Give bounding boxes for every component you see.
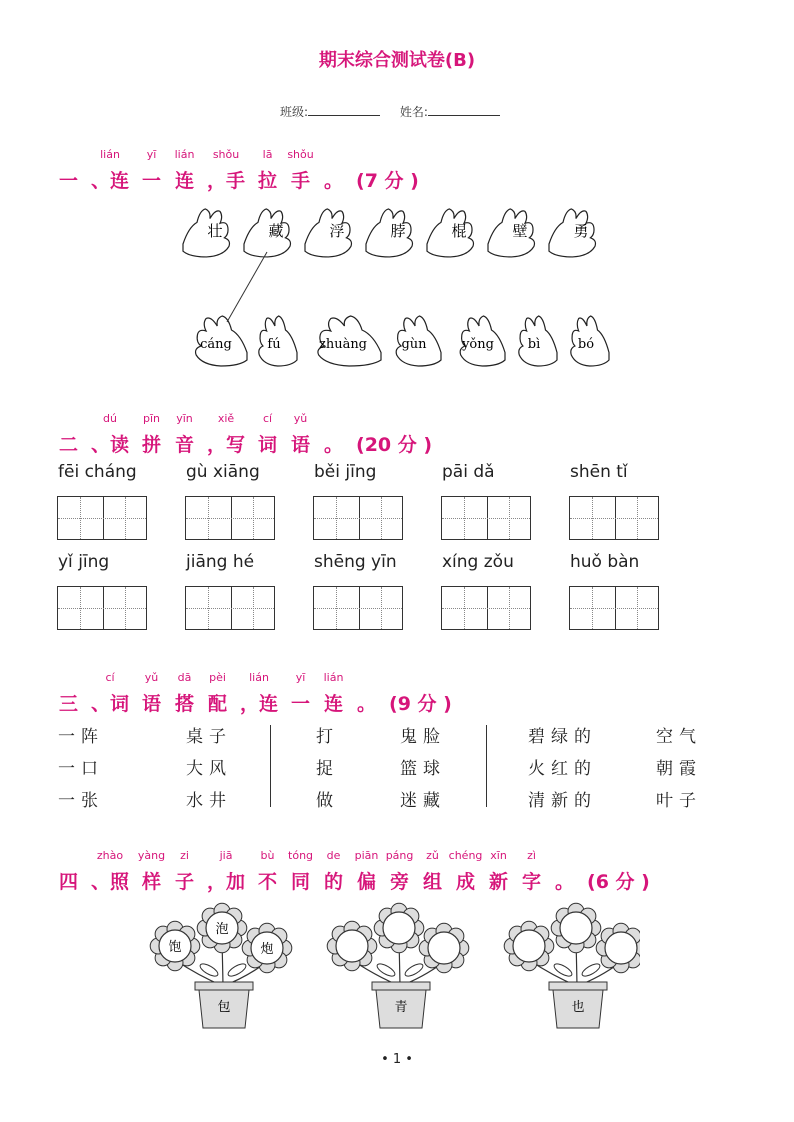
heading-char: (6 分 ) [587, 871, 650, 893]
heading-char: de 的 [324, 849, 344, 893]
pot-base-character: 包 [217, 1000, 231, 1015]
heading-char: (20 分 ) [356, 434, 433, 456]
heading-char: cí 、词 [91, 671, 130, 715]
heading-char: pīn 拼 [142, 412, 162, 456]
heading-pinyin: tóng [288, 849, 314, 862]
page-title: 期末综合测试卷(B) [318, 50, 476, 71]
flower-character: 炮 [260, 942, 274, 957]
hand-pinyin[interactable] [460, 316, 505, 366]
hand-character-label: 勇 [573, 222, 589, 240]
heading-char: 二 [58, 434, 78, 456]
heading-char: 。 [324, 434, 344, 456]
heading-char: shǒu ，手 [207, 148, 246, 192]
heading-char: xiě ，写 [207, 412, 246, 456]
hand-pinyin[interactable] [519, 316, 557, 366]
hand-character-label: 浮 [329, 222, 345, 240]
heading-pinyin: de [326, 849, 341, 862]
hand-pinyin-label: zhuàng [318, 337, 368, 352]
match-word[interactable]: 鬼脸 [400, 727, 446, 747]
pot-base-character: 也 [571, 1000, 585, 1015]
writing-grid[interactable] [569, 496, 659, 540]
hand-character-label: 藏 [268, 222, 284, 240]
hand-character[interactable] [366, 209, 412, 257]
heading-char: páng 旁 [385, 849, 414, 893]
pinyin-label: gù xiāng [186, 462, 260, 482]
heading-pinyin: yǔ [144, 671, 159, 684]
heading-pinyin: lián [249, 671, 269, 684]
heading-pinyin: shǒu [212, 148, 240, 161]
hand-pinyin[interactable] [259, 316, 297, 366]
class-blank[interactable] [308, 105, 380, 116]
flower[interactable] [150, 921, 200, 971]
writing-grid[interactable] [313, 496, 403, 540]
writing-grid[interactable] [57, 496, 147, 540]
section-2-heading [58, 412, 444, 457]
flower-pot [549, 982, 607, 1028]
heading-pinyin: yǔ [293, 412, 308, 425]
match-word[interactable]: 迷藏 [400, 791, 446, 811]
heading-char: lián 连 [323, 671, 344, 715]
pinyin-label: xíng zǒu [442, 552, 514, 572]
match-word[interactable]: 水井 [186, 791, 232, 811]
heading-pinyin: bù [260, 849, 275, 862]
heading-char: 。 [324, 170, 344, 192]
match-word[interactable]: 捉 [316, 759, 339, 779]
page-number: • 1 • [381, 1052, 413, 1067]
flower[interactable] [242, 923, 292, 973]
pinyin-label: jiāng hé [186, 552, 255, 572]
flower[interactable] [197, 903, 247, 953]
writing-grid[interactable] [185, 496, 275, 540]
heading-char: bù 不 [258, 849, 278, 893]
hand-pinyin-label: fú [267, 337, 281, 352]
writing-grid[interactable] [441, 496, 531, 540]
hand-pinyin[interactable] [318, 316, 381, 366]
heading-pinyin: yīn [176, 412, 193, 425]
heading-pinyin: dú [103, 412, 117, 425]
heading-pinyin: shǒu [287, 148, 314, 161]
heading-pinyin: lā [262, 148, 273, 161]
pot-base-character: 青 [394, 1000, 408, 1015]
pinyin-label: shēng yīn [314, 552, 397, 572]
heading-char: 。 [357, 693, 377, 715]
heading-char: chéng 成 [448, 849, 483, 893]
student-info [280, 103, 516, 120]
heading-char: 一 [58, 170, 78, 192]
flower[interactable] [327, 921, 377, 971]
heading-char: dú 、读 [91, 412, 130, 456]
heading-char: xīn 新 [489, 849, 509, 893]
match-word[interactable]: 桌子 [186, 727, 232, 747]
heading-pinyin: chéng [448, 849, 483, 862]
match-word[interactable]: 一阵 [58, 727, 104, 747]
heading-char: 。 [555, 871, 575, 893]
hand-character[interactable] [549, 209, 595, 257]
heading-pinyin: pèi [209, 671, 226, 684]
heading-char: yàng 样 [137, 849, 166, 893]
heading-char: yī 一 [291, 671, 311, 715]
heading-char: (7 分 ) [356, 170, 419, 192]
heading-char: zì 字 [522, 849, 542, 893]
heading-pinyin: pīn [143, 412, 161, 425]
match-word[interactable]: 一张 [58, 791, 104, 811]
writing-grid[interactable] [441, 586, 531, 630]
name-label: 姓名: [399, 105, 428, 119]
pinyin-label: huǒ bàn [570, 552, 640, 572]
heading-pinyin: yī [146, 148, 157, 161]
heading-pinyin: jiā [219, 849, 233, 862]
hand-pinyin[interactable] [196, 316, 247, 366]
writing-grid[interactable] [57, 586, 147, 630]
heading-pinyin: zì [527, 849, 536, 862]
hand-character[interactable] [488, 209, 534, 257]
hand-character[interactable] [244, 209, 290, 257]
heading-char: shǒu 手 [287, 148, 314, 192]
heading-char: lián 、连 [91, 148, 130, 192]
hand-pinyin-label: bì [527, 337, 541, 352]
heading-pinyin: cí [262, 412, 273, 425]
match-word[interactable]: 朝霞 [656, 759, 702, 779]
heading-pinyin: zi [180, 849, 189, 862]
hand-pinyin[interactable] [396, 316, 441, 366]
hand-character-label: 棍 [451, 222, 467, 240]
pinyin-label: shēn tǐ [570, 462, 628, 482]
heading-char: 四 [58, 871, 78, 893]
hand-character-label: 脖 [390, 222, 406, 240]
flower[interactable] [374, 903, 424, 953]
pinyin-label: běi jīng [314, 462, 377, 482]
flower[interactable] [504, 921, 554, 971]
section-1-heading [58, 148, 431, 193]
pinyin-label: fēi cháng [58, 462, 137, 482]
match-word[interactable]: 一口 [58, 759, 104, 779]
section-4-heading [58, 849, 662, 894]
heading-pinyin: cí [105, 671, 115, 684]
flower-pot [195, 982, 253, 1028]
heading-pinyin: zhào [96, 849, 124, 862]
heading-char: yǔ 语 [291, 412, 311, 456]
heading-pinyin: yī [295, 671, 306, 684]
flower[interactable] [551, 903, 601, 953]
name-blank[interactable] [428, 105, 500, 116]
writing-grid[interactable] [185, 586, 275, 630]
match-word[interactable]: 做 [316, 791, 339, 811]
heading-char: pèi 配 [208, 671, 228, 715]
class-label: 班级: [280, 105, 309, 119]
heading-char: zǔ 组 [423, 849, 443, 893]
pinyin-label: yǐ jīng [58, 552, 110, 572]
flower-character: 泡 [215, 922, 229, 937]
heading-pinyin: piān [354, 849, 379, 862]
heading-pinyin: dā [177, 671, 192, 684]
heading-char: yǔ 语 [142, 671, 162, 715]
heading-char: piān 偏 [354, 849, 379, 893]
match-word[interactable]: 火红的 [528, 759, 597, 779]
hand-character-label: 壮 [207, 222, 223, 240]
writing-grid[interactable] [569, 586, 659, 630]
hand-pinyin-label: cáng [200, 337, 232, 352]
heading-char: dā 搭 [175, 671, 195, 715]
writing-grid[interactable] [313, 586, 403, 630]
heading-char: 三 [58, 693, 78, 715]
heading-pinyin: páng [385, 849, 414, 862]
heading-char: tóng 同 [288, 849, 314, 893]
heading-pinyin: lián [100, 148, 120, 161]
hand-pinyin-label: bó [577, 337, 595, 352]
heading-pinyin: yàng [137, 849, 166, 862]
heading-char: yīn 音 [175, 412, 195, 456]
heading-char: jiā ，加 [207, 849, 246, 893]
match-word[interactable]: 清新的 [528, 791, 597, 811]
hand-pinyin[interactable] [571, 316, 609, 366]
heading-char: cí 词 [258, 412, 278, 456]
flower-pot [372, 982, 430, 1028]
heading-char: lián 连 [174, 148, 195, 192]
heading-pinyin: xīn [490, 849, 507, 862]
match-word[interactable]: 碧绿的 [528, 727, 597, 747]
divider [486, 725, 487, 807]
heading-pinyin: xiě [217, 412, 235, 425]
heading-char: lā 拉 [258, 148, 278, 192]
match-word[interactable]: 大风 [186, 759, 232, 779]
heading-char: lián ，连 [240, 671, 279, 715]
hand-matching-area [175, 200, 615, 380]
match-word[interactable]: 打 [316, 727, 339, 747]
pinyin-label: pāi dǎ [442, 462, 495, 482]
flower[interactable] [596, 923, 640, 973]
heading-char: zi 子 [175, 849, 195, 893]
hand-pinyin-label: yǒng [462, 337, 494, 352]
hand-character[interactable] [427, 209, 473, 257]
divider [270, 725, 271, 807]
heading-pinyin: lián [323, 671, 344, 684]
match-word[interactable]: 篮球 [400, 759, 446, 779]
heading-char: (9 分 ) [389, 693, 452, 715]
hand-character[interactable] [305, 209, 351, 257]
flower-pots-area [140, 898, 640, 1033]
section-3-heading [58, 671, 464, 716]
flower-character: 饱 [168, 940, 182, 955]
match-word[interactable]: 空气 [656, 727, 702, 747]
heading-char: zhào 、照 [91, 849, 130, 893]
hand-character[interactable] [183, 209, 229, 257]
heading-char: yī 一 [142, 148, 162, 192]
flower[interactable] [419, 923, 469, 973]
hand-character-label: 壁 [512, 222, 528, 240]
match-word[interactable]: 叶子 [656, 791, 702, 811]
heading-pinyin: zǔ [426, 849, 439, 862]
hand-pinyin-label: gùn [401, 337, 427, 352]
heading-pinyin: lián [174, 148, 195, 161]
example-connector-line [227, 252, 267, 322]
